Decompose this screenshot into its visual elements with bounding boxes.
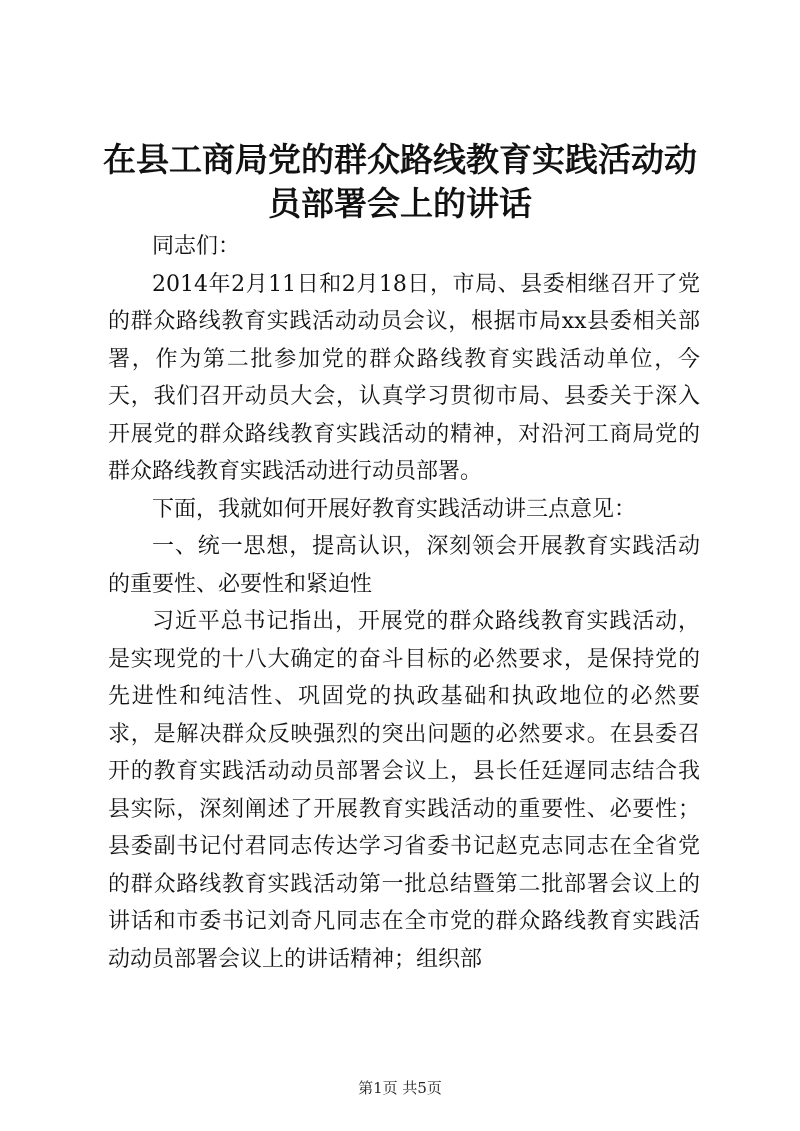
document-body [108, 228, 700, 978]
outline-paragraph: 下面，我就如何开展好教育实践活动讲三点意见： [152, 496, 637, 522]
section-1-paragraph: 习近平总书记指出，开展党的群众路线教育实践活动，是实现党的十八大确定的奋斗目标的必然要求，是保持党的先进性和纯洁性、巩固党的执政基础和执政地位的必然要求，是解决群众反映强烈的突出问题的必然要求。在县委召开的教育实践活动动员部署会议上，县长任廷遅同志结合我县实际，深刻阐述了开展教育实践活动的重要性、必要性；县委副书记付君同志传达学习省委书记赵克志同志在全省党的群众路线教育实践活动第一批总结暨第二批部署会议上的讲话和市委书记刘奇凡同志在全市党的群众路线教育实践活动动员部署会议上的讲话精神；组织部 [108, 609, 700, 972]
intro-paragraph: 2014年2月11日和2月18日，市局、县委相继召开了党的群众路线教育实践活动动员会议，根据市局xx县委相关部署，作为第二批参加党的群众路线教育实践活动单位，今天，我们召开动员大会，认真学习贯彻市局、县委关于深入开展党的群众路线教育实践活动的精神，对沿河工商局党的群众路线教育实践活动进行动员部署。 [108, 271, 700, 484]
section-heading-1: 一、统一思想，提高认识，深刻领会开展教育实践活动的重要性、必要性和紧迫性 [108, 534, 700, 597]
page-number-footer: 第1页 共5页 [358, 1079, 442, 1097]
document-title: 在县工商局党的群众路线教育实践活动动员部署会上的讲话 [103, 140, 697, 223]
salutation-paragraph: 同志们： [152, 234, 241, 259]
